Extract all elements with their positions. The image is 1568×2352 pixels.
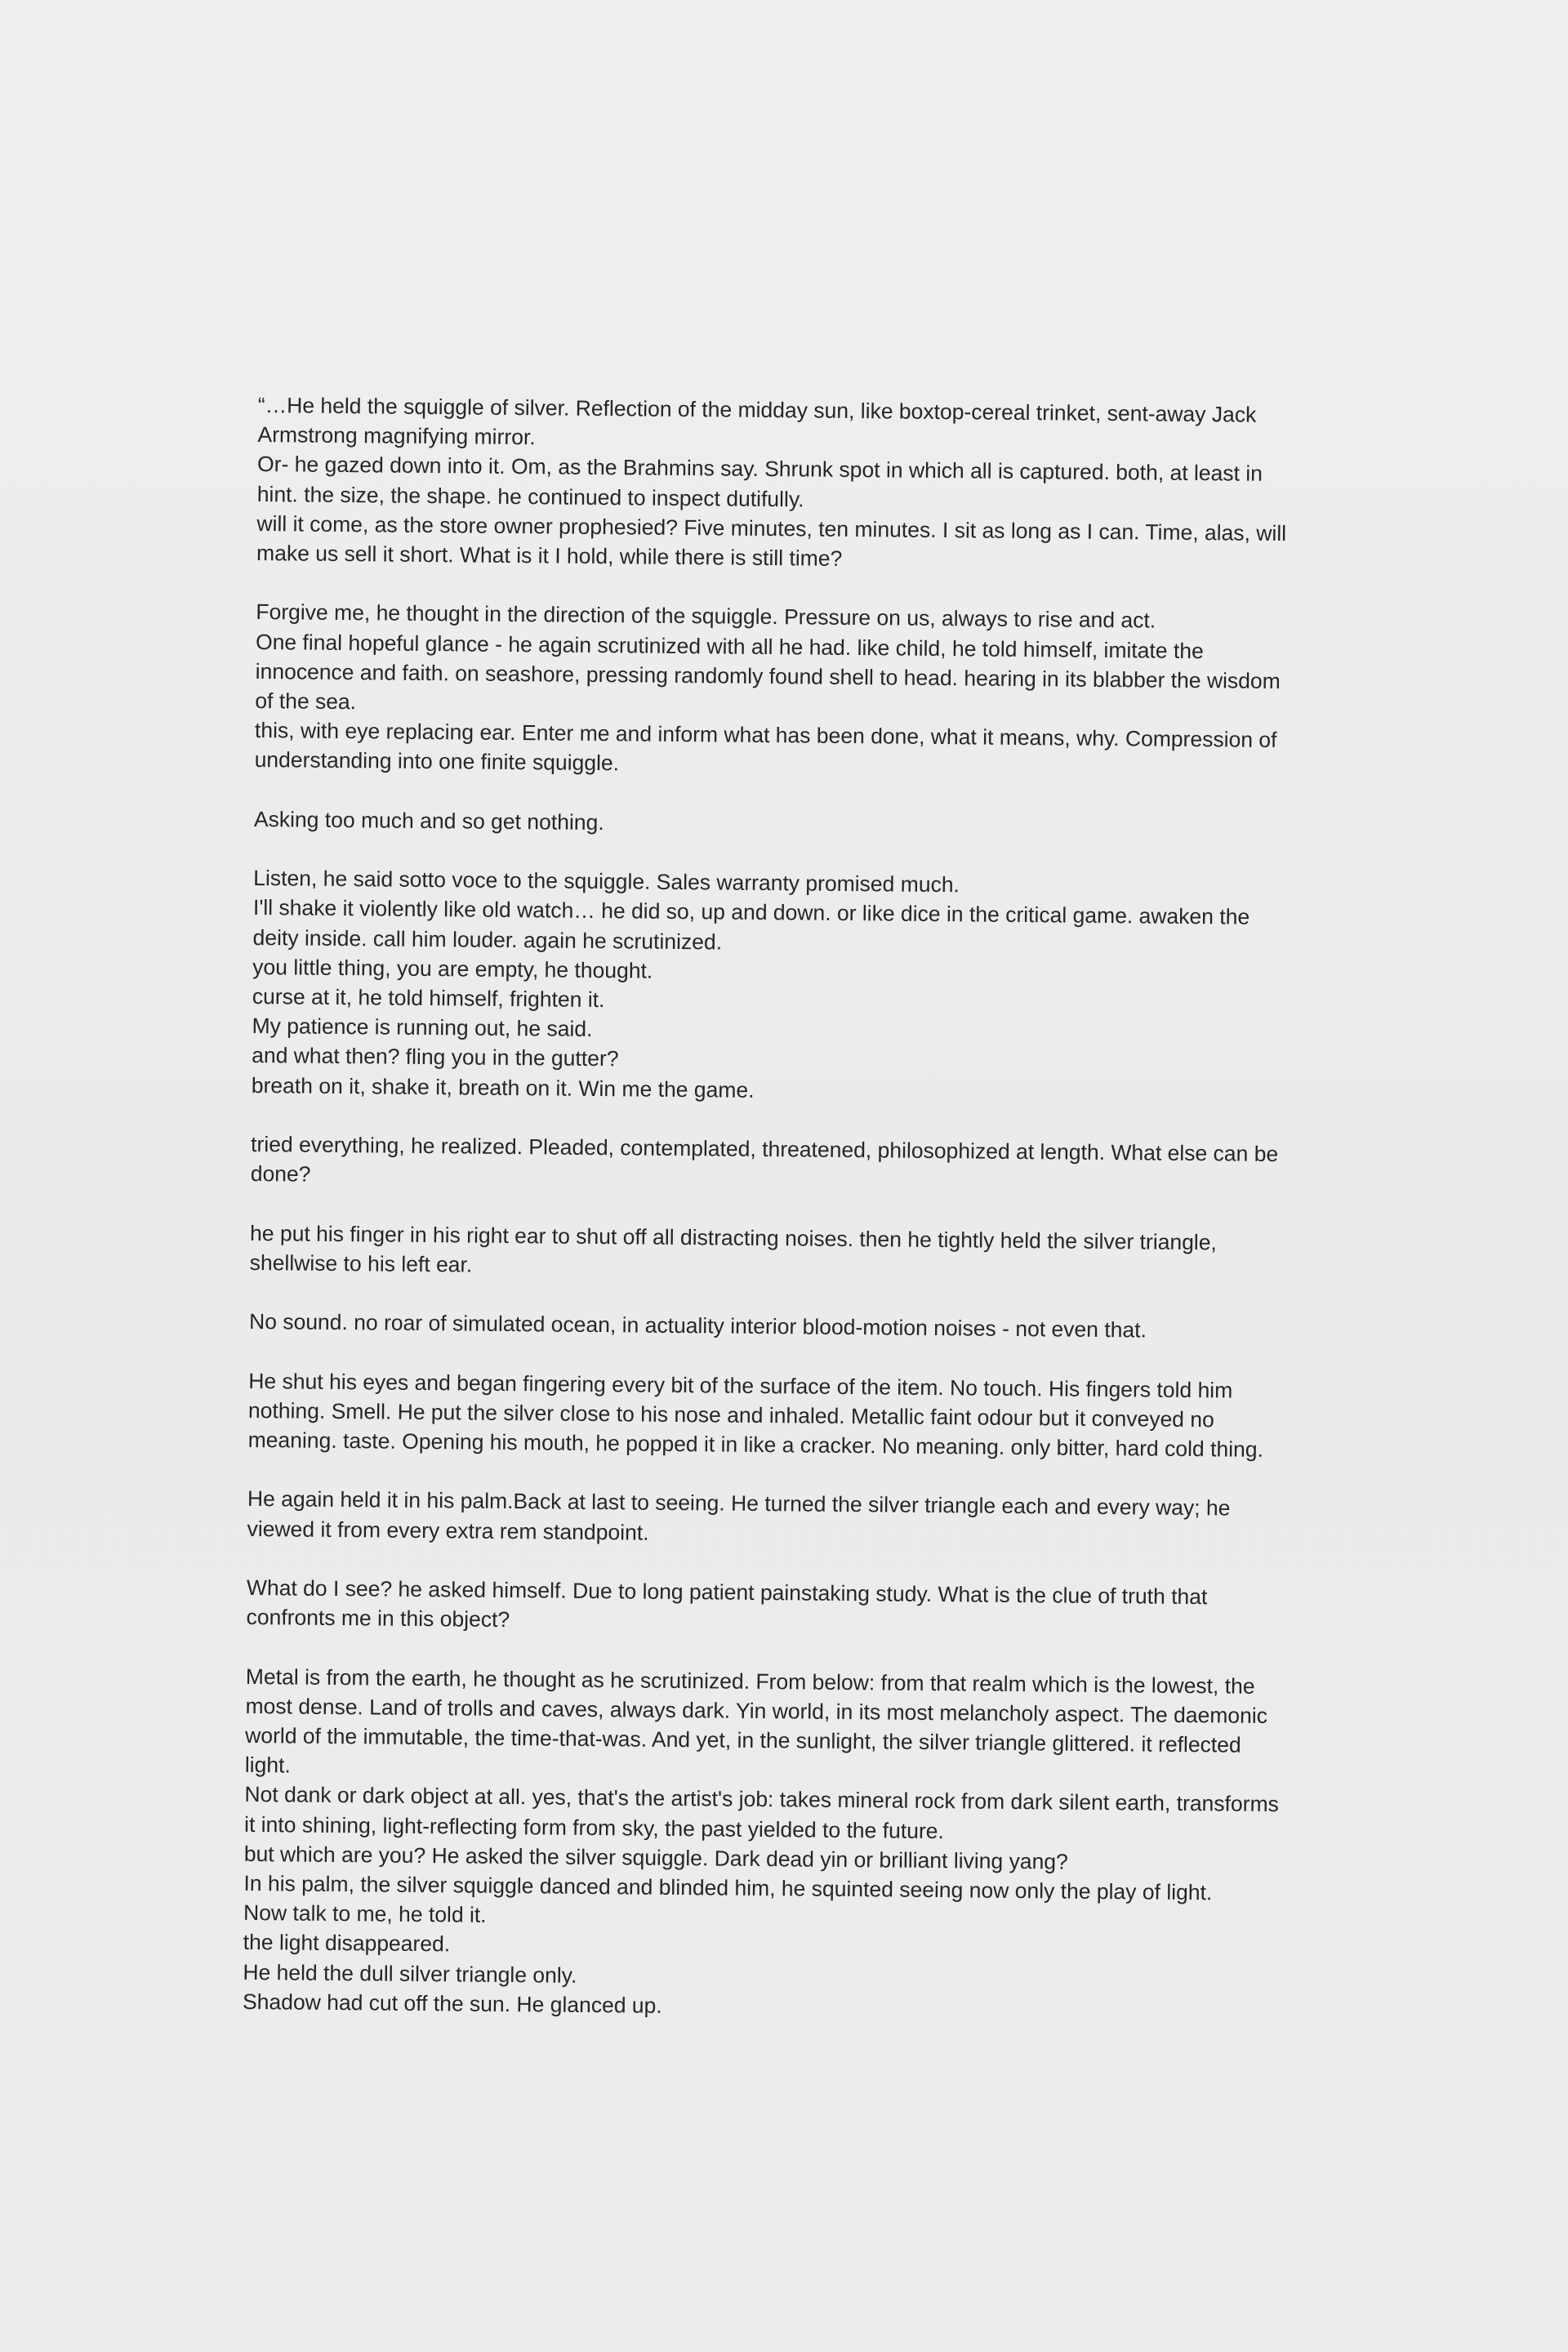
text-line: tried everything, he realized. Pleaded, contemplated, threatened, philosophized at length. What else can be [250,1131,1279,1167]
text-line: breath on it, shake it, breath on it. Win me the game. [251,1072,755,1102]
text-line: world of the immutable, the time-that-was. And yet, in the sunlight, the silver triangle glittered. it reflected [245,1722,1241,1757]
text-line: of the sea. [255,688,357,715]
text-line: viewed it from every extra rem standpoint. [247,1516,649,1545]
text-line: hint. the size, the shape. he continued to inspect dutifully. [256,481,804,512]
text-line: Metal is from the earth, he thought as he scrutinized. From below: from that realm which is the lowest, the [245,1664,1255,1699]
text-line: Or- he gazed down into it. Om, as the Brahmins say. Shrunk spot in which all is captured. both, at least in [256,452,1263,487]
text-line: What do I see? he asked himself. Due to long patient painstaking study. What is the clue of truth that [246,1575,1208,1610]
text-line: confronts me in this object? [246,1605,510,1633]
text-line: the light disappeared. [243,1930,451,1957]
text-line: will it come, as the store owner prophesied? Five minutes, ten minutes. I sit as long as I can. Time, alas, will [256,510,1287,546]
text-line: you little thing, you are empty, he thought. [252,954,653,983]
text-line: most dense. Land of trolls and caves, always dark. Yin world, in its most melancholy aspect. The daemonic [245,1693,1268,1728]
text-line: In his palm, the silver squiggle danced and blinded him, he squinted seeing now only the play of light. [243,1870,1213,1905]
paragraph [256,390,1320,578]
paragraph [251,1129,1313,1199]
text-line: Armstrong magnifying mirror. [257,422,536,450]
text-line: nothing. Smell. He put the silver close to his nose and inhaled. Metallic faint odour but it conveyed no [247,1397,1214,1432]
text-line: and what then? fling you in the gutter? [252,1043,619,1071]
paragraph [247,1366,1310,1465]
text-line: He again held it in his palm.Back at last to seeing. He turned the silver triangle each and every way; he [247,1486,1231,1521]
text-line: I'll shake it violently like old watch… he did so, up and down. or like dice in the critical game. awaken the [252,895,1250,930]
text-line: he put his finger in his right ear to shut off all distracting noises. then he tightly held the silver triangle, [249,1220,1218,1254]
paragraph [247,1484,1309,1553]
text-line: “…He held the squiggle of silver. Reflection of the midday sun, like boxtop-cereal trinket, sent-away Jack [257,392,1257,427]
text-line: Listen, he said sotto voce to the squiggle. Sales warranty promised much. [253,866,960,898]
text-line: light. [244,1753,291,1778]
typed-text-block [243,390,1320,2026]
text-line: Now talk to me, he told it. [243,1900,487,1927]
paragraph [246,1573,1308,1642]
text-line: One final hopeful glance - he again scrutinized with all he had. like child, he told himself, imitate the [255,629,1204,663]
paragraph [243,1662,1307,2027]
text-line: done? [250,1161,311,1187]
text-line: He held the dull silver triangle only. [243,1959,577,1988]
text-line: it into shining, light-reflecting form from sky, the past yielded to the future. [244,1811,945,1843]
text-line: My patience is running out, he said. [252,1013,593,1042]
text-line: shellwise to his left ear. [249,1250,473,1277]
paragraph [252,863,1316,1110]
text-line: Asking too much and so get nothing. [253,806,604,835]
text-line: understanding into one finite squiggle. [254,747,620,776]
text-line: innocence and faith. on seashore, pressing randomly found shell to head. hearing in its blabber the wisdom [255,658,1281,693]
paragraph [250,1218,1312,1288]
text-line: make us sell it short. What is it I hold, while there is still time? [256,541,843,571]
text-line: but which are you? He asked the silver squiggle. Dark dead yin or brilliant living yang? [243,1841,1068,1874]
text-line: Not dank or dark object at all. yes, that's the artist's job: takes mineral rock from dark silent earth, transforms [244,1782,1280,1817]
text-line: He shut his eyes and began fingering every bit of the surface of the item. No touch. His fingers told him [248,1368,1233,1403]
text-line: curse at it, he told himself, frighten it. [252,983,605,1013]
text-line: meaning. taste. Opening his mouth, he popped it in like a cracker. No meaning. only bitter, hard cold thing. [247,1427,1264,1462]
text-line: deity inside. call him louder. again he scrutinized. [252,924,723,955]
text-line: Shadow had cut off the sun. He glanced up. [242,1989,662,2018]
text-line: No sound. no roar of simulated ocean, in actuality interior blood-motion noises - not even that. [248,1309,1147,1343]
text-line: this, with eye replacing ear. Enter me and inform what has been done, what it means, why. Compression of [254,718,1277,753]
paragraph [254,597,1317,785]
text-line: Forgive me, he thought in the direction of the squiggle. Pressure on us, always to rise and act. [256,599,1156,633]
